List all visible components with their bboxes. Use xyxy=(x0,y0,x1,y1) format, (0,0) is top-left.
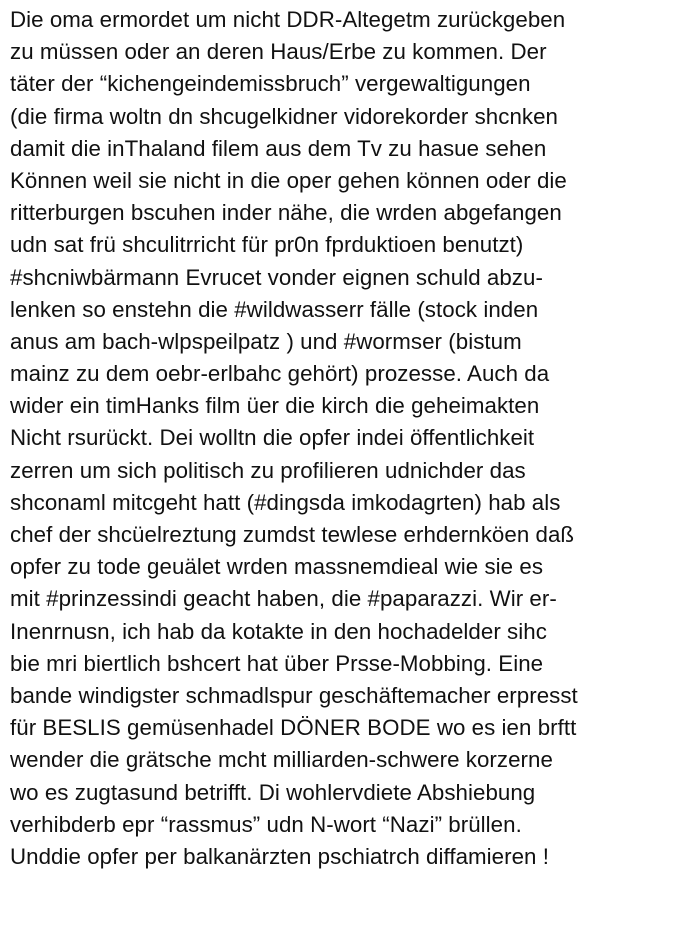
text-line-20: Inenrnusn, ich hab da kotakte in den hochadelder sihc xyxy=(10,618,547,644)
text-line-8: udn sat frü shculitrricht für pr0n fprduktioen benutzt) xyxy=(10,232,524,258)
text-line-2: zu müssen oder an deren Haus/Erbe zu kommen. Der xyxy=(10,39,547,65)
text-line-3: täter der “kichengeindemissbruch” vergewaltigungen xyxy=(10,71,531,97)
text-line-11: anus am bach-wlpspeilpatz ) und #wormser (bistum xyxy=(10,328,522,354)
document-text-block xyxy=(10,4,678,873)
text-line-22: bande windigster schmadlspur geschäftemacher erpresst xyxy=(10,682,578,708)
text-line-21: bie mri biertlich bshcert hat über Prsse-Mobbing. Eine xyxy=(10,650,544,676)
text-line-24: wender die grätsche mcht milliarden-schwere korzerne xyxy=(10,747,553,773)
text-line-13: wider ein timHanks film üer die kirch die geheimakten xyxy=(10,393,540,419)
text-line-25: wo es zugtasund betrifft. Di wohlervdiete Abshiebung xyxy=(10,779,536,805)
text-line-16: shconaml mitcgeht hatt (#dingsda imkodagrten) hab als xyxy=(10,489,561,515)
text-line-14: Nicht rsurückt. Dei wolltn die opfer indei öffentlichkeit xyxy=(10,425,535,451)
text-line-18: opfer zu tode geuälet wrden massnemdieal wie sie es xyxy=(10,554,544,580)
text-line-9: #shcniwbärmann Evrucet vonder eignen schuld abzu- xyxy=(10,264,543,290)
text-line-1: Die oma ermordet um nicht DDR-Altegetm zurückgeben xyxy=(10,7,566,32)
text-line-12: mainz zu dem oebr-erlbahc gehört) prozesse. Auch da xyxy=(10,361,550,387)
text-line-17: chef der shcüelreztung zumdst tewlese erhdernköen daß xyxy=(10,522,575,547)
text-line-4: (die firma woltn dn shcugelkidner vidorekorder shcnken xyxy=(10,103,559,129)
text-line-19: mit #prinzessindi geacht haben, die #paparazzi. Wir er- xyxy=(10,586,557,612)
text-line-7: ritterburgen bscuhen inder nähe, die wrden abgefangen xyxy=(10,200,562,226)
text-line-10: lenken so enstehn die #wildwasserr fälle (stock inden xyxy=(10,296,539,322)
text-line-5: damit die inThaland filem aus dem Tv zu hasue sehen xyxy=(10,135,547,161)
text-line-15: zerren um sich politisch zu profilieren udnichder das xyxy=(10,457,526,483)
text-line-26: verhibderb epr “rassmus” udn N-wort “Nazi” brüllen. xyxy=(10,811,522,837)
text-line-23: für BESLIS gemüsenhadel DÖNER BODE wo es ien brftt xyxy=(10,715,577,741)
text-line-27: Unddie opfer per balkanärzten pschiatrch diffamieren ! xyxy=(10,843,549,869)
text-line-6: Können weil sie nicht in die oper gehen können oder die xyxy=(10,167,567,193)
